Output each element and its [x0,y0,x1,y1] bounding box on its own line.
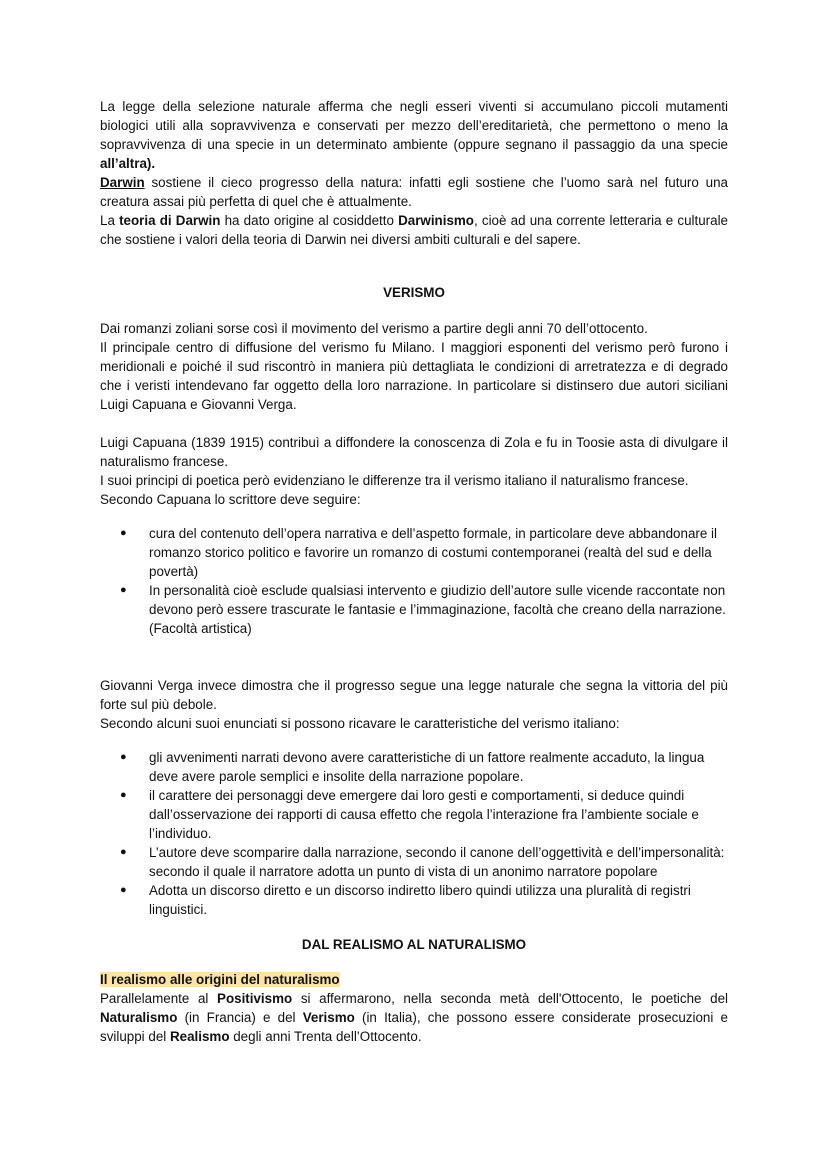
text: (in Francia) e del [177,1010,303,1025]
list-item: ● In personalità cioè esclude qualsiasi intervento e giudizio dell’autore sulle vicende raccontate non devono però essere trascurate le fantasie e l’immaginazione, facoltà che creano della narrazione. (Facoltà artistica) [100,581,728,638]
paragraph-positivismo [100,989,728,1046]
subheading-realismo [100,970,728,989]
paragraph-verismo-milan: Il principale centro di diffusione del verismo fu Milano. I maggiori esponenti del verismo però furono i meridionali e poiché il sud riscontrò in maniera più dettagliata le condizioni di arretratezza e di degrado che i veristi intendevano far oggetto della loro narrazione. In particolare si distinsero due autori siciliani Luigi Capuana e Giovanni Verga. [100,340,728,412]
list-item: ● cura del contenuto dell’opera narrativa e dell’aspetto formale, in particolare deve abbandonare il romanzo storico politico e favorire un romanzo di costumi contemporanei (realtà del sud e della povertà) [100,524,728,581]
paragraph-capuana-2: I suoi principi di poetica però evidenziano le differenze tra il verismo italiano il naturalismo francese. [100,473,689,488]
verga-list [100,748,728,919]
text: , cioè ad una corrente letteraria e culturale che sostiene i valori della teoria di Darwin nei diversi ambiti culturali e del sapere. [100,213,728,247]
paragraph-darwin [100,173,728,211]
paragraph-verga-2: Secondo alcuni suoi enunciati si possono ricavare le caratteristiche del verismo italiano: [100,716,620,731]
paragraph-natural-selection [100,97,728,173]
text: degli anni Trenta dell’Ottocento. [229,1029,422,1044]
heading-realismo-naturalismo: DAL REALISMO AL NATURALISMO [301,937,527,952]
heading-verismo: VERISMO [383,285,445,300]
bold-text: teoria di Darwin [119,213,221,228]
list-item: ● il carattere dei personaggi deve emergere dai loro gesti e comportamenti, si deduce quindi dall’osservazione dei rapporti di causa effetto che regola l’interazione fra l’ambiente sociale e l’individuo. [100,786,728,843]
text: La [100,213,120,228]
highlighted-subheading: Il realismo alle origini del naturalismo [100,972,340,987]
list-item: ● gli avvenimenti narrati devono avere caratteristiche di un fattore realmente accaduto, la lingua deve avere parole semplici e insolite della narrazione popolare. [100,748,728,786]
bold-text: Realismo [169,1029,230,1044]
capuana-list [100,524,728,638]
bold-text: Naturalismo [100,1010,178,1025]
text: si affermarono, nella seconda metà dell'Ottocento, le poetiche del [292,991,728,1006]
document-page [100,97,728,1046]
text: sostiene il cieco progresso della natura: infatti egli sostiene che l’uomo sarà nel futuro una creatura assai più perfetta di quel che è attualmente. [100,175,728,209]
text: La legge della selezione naturale afferma che negli esseri viventi si accumulano piccoli mutamenti biologici utili alla sopravvivenza e conservati per mezzo dell’ereditarietà, che permettono o meno la sopravvivenza di una specie in un determinato ambiente (oppure segnano il passaggio da una specie [100,99,728,152]
text: Parallelamente al [100,991,218,1006]
bold-text: Darwinismo [398,213,474,228]
paragraph-verga-1: Giovanni Verga invece dimostra che il progresso segue una legge naturale che segna la vittoria del più forte sul più debole. [100,678,728,712]
list-item: ● Adotta un discorso diretto e un discorso indiretto libero quindi utilizza una pluralità di registri linguistici. [100,881,728,919]
list-item: ● L’autore deve scomparire dalla narrazione, secondo il canone dell’oggettività e dell’impersonalità: secondo il quale il narratore adotta un punto di vista di un anonimo narratore popolare [100,843,728,881]
paragraph-capuana-1: Luigi Capuana (1839 1915) contribuì a diffondere la conoscenza di Zola e fu in Toosie asta di divulgare il naturalismo francese. [100,435,728,469]
text: ha dato origine al cosiddetto [220,213,399,228]
text: (in Italia), che possono essere considerate prosecuzioni e sviluppi del [100,1010,728,1044]
paragraph-verismo-origin: Dai romanzi zoliani sorse così il movimento del verismo a partire degli anni 70 dell’ottocento. [100,321,648,336]
paragraph-capuana-3: Secondo Capuana lo scrittore deve seguire: [100,492,361,507]
paragraph-darwinism [100,211,728,249]
darwin-underlined: Darwin [100,175,145,190]
bold-text: Positivismo [217,991,293,1006]
bold-text: Verismo [302,1010,355,1025]
bold-text: all’altra). [100,156,156,171]
